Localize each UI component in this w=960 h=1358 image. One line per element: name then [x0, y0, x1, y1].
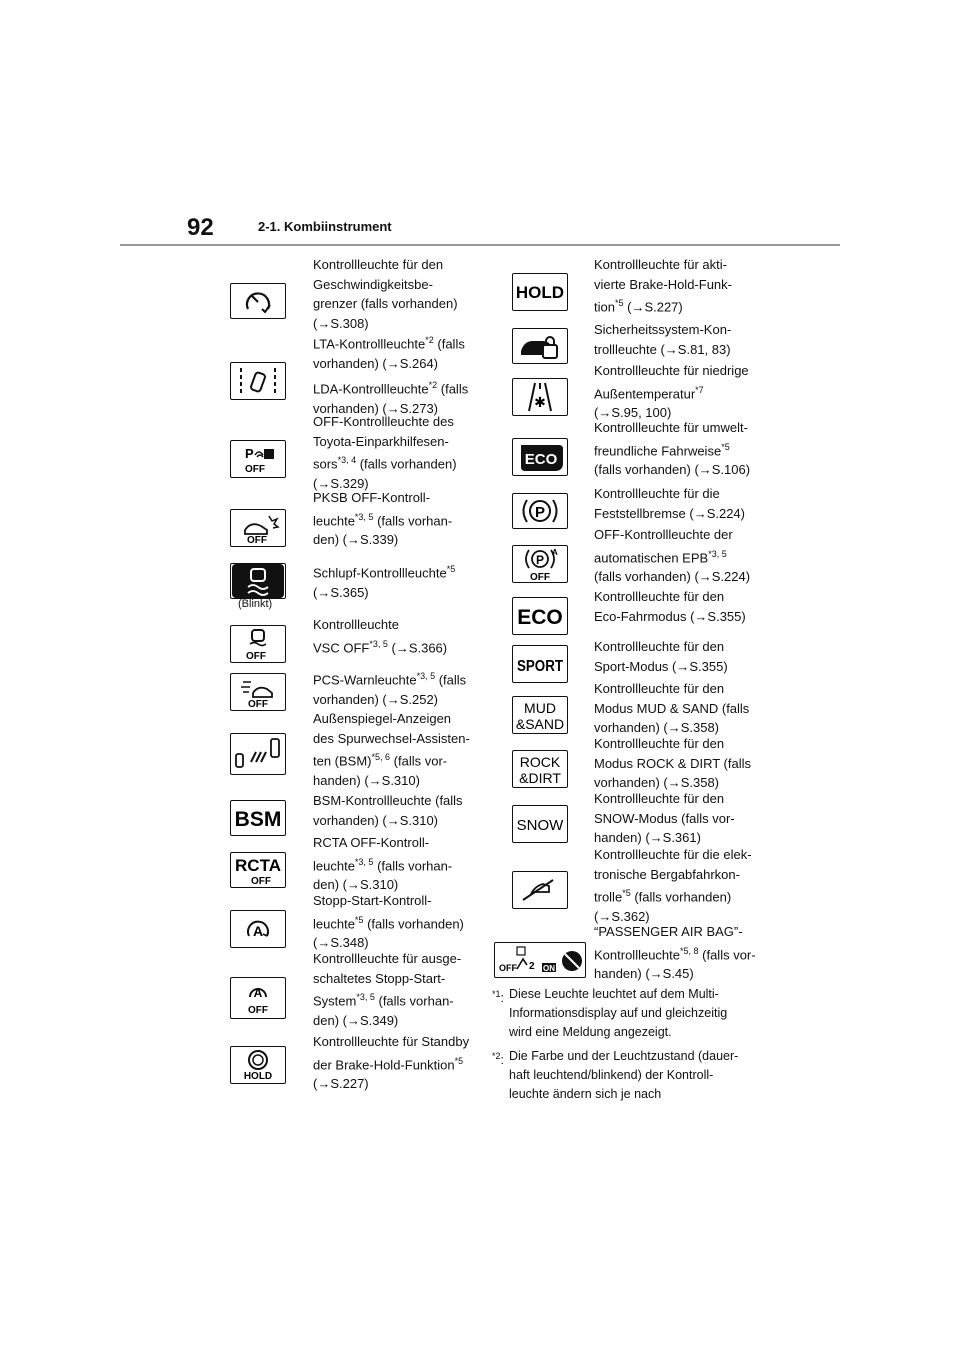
indicator-description: OFF-Kontrollleuchte des Toyota-Einparkhilfesen- sors$^{*3, 4}$ (falls vorhanden) (→S.329) — [313, 414, 457, 491]
svg-text:HOLD: HOLD — [515, 283, 565, 302]
indicator-description: BSM-Kontrollleuchte (falls vorhanden) (→S.310) — [313, 793, 463, 828]
svg-text:OFF: OFF — [499, 963, 517, 973]
indicator-description: Kontrollleuchte für den Eco-Fahrmodus (→S.355) — [594, 589, 746, 624]
footnote-text: Diese Leuchte leuchtet auf dem Multi- Informationsdisplay auf und gleichzeitig wird eine Meldung angezeigt. — [509, 987, 728, 1039]
section-title: 2-1. Kombiinstrument — [258, 219, 392, 234]
svg-text:ROCK: ROCK — [519, 754, 561, 770]
indicator-description: Kontrollleuchte für den Geschwindigkeitsbe- grenzer (falls vorhanden) (→S.308) — [313, 257, 458, 331]
indicator-description: Kontrollleuchte für den Sport-Modus (→S.355) — [594, 639, 728, 674]
mud-sand-icon — [512, 696, 568, 734]
footnote-text: Die Farbe und der Leuchtzustand (dauer- haft leuchtend/blinkend) der Kontroll- leuchte ändern sich je nach — [509, 1049, 739, 1101]
hold-icon — [512, 273, 568, 311]
svg-text:SPORT: SPORT — [517, 658, 564, 675]
svg-text:OFF: OFF — [251, 876, 271, 887]
bsm-icon — [230, 800, 286, 836]
parking-sensor-off-icon — [230, 440, 286, 478]
indicator-description: PCS-Warnleuchte$^{*3, 5}$ (falls vorhanden) (→S.252) — [313, 671, 467, 707]
indicator-description: Kontrollleuchte für akti- vierte Brake-Hold-Funk- tion$^{*5}$ (→S.227) — [594, 257, 732, 315]
bsm-mirror-icon — [230, 733, 286, 775]
footnote-marker: $^{*2}$: — [492, 1051, 504, 1068]
svg-text:A: A — [253, 986, 263, 1000]
svg-text:OFF: OFF — [246, 651, 266, 662]
indicator-description: Kontrollleuchte für die Feststellbremse (→S.224) — [594, 486, 745, 521]
indicator-description: Kontrollleuchte für die elek- tronische Bergabfahrkon- trolle$^{*5}$ (falls vorhanden) (→S.362) — [594, 847, 752, 924]
indicator-description: “PASSENGER AIR BAG”- Kontrollleuchte$^{*5, 8}$ (falls vor- handen) (→S.45) — [594, 924, 756, 982]
brake-hold-standby-icon — [230, 1046, 286, 1084]
stop-start-icon — [230, 910, 286, 948]
slip-icon — [230, 563, 286, 599]
rock-dirt-icon — [512, 750, 568, 788]
low-temp-icon — [512, 378, 568, 416]
svg-text:MUD: MUD — [524, 700, 556, 716]
svg-text:A: A — [252, 923, 264, 939]
svg-text:RCTA: RCTA — [235, 856, 281, 875]
svg-text:OFF: OFF — [248, 1005, 268, 1016]
svg-text:ECO: ECO — [517, 606, 563, 629]
security-icon — [512, 328, 568, 364]
indicator-description: Kontrollleuchte VSC OFF$^{*3, 5}$ (→S.366) — [313, 617, 448, 655]
svg-text:ECO: ECO — [524, 451, 558, 468]
speed-limiter-icon — [230, 283, 286, 319]
indicator-description: Kontrollleuchte für umwelt- freundliche Fahrweise$^{*5}$ (falls vorhanden) (→S.106) — [594, 420, 751, 478]
svg-text:&SAND: &SAND — [515, 716, 565, 732]
svg-text:OFF: OFF — [530, 572, 550, 582]
eco-drive-icon — [512, 438, 568, 476]
svg-text:2: 2 — [529, 961, 535, 972]
downhill-assist-icon — [512, 871, 568, 909]
pksb-off-icon — [230, 509, 286, 547]
svg-text:OFF: OFF — [245, 464, 265, 475]
svg-text:✱: ✱ — [534, 395, 546, 411]
stop-start-off-icon — [230, 977, 286, 1019]
indicator-description: Kontrollleuchte für den SNOW-Modus (falls vor- handen) (→S.361) — [594, 791, 735, 845]
indicator-description: RCTA OFF-Kontroll- leuchte$^{*3, 5}$ (falls vorhan- den) (→S.310) — [313, 835, 453, 893]
passenger-airbag-icon — [494, 942, 586, 978]
snow-icon — [512, 805, 568, 843]
vsc-off-icon — [230, 625, 286, 663]
svg-text:HOLD: HOLD — [243, 1071, 273, 1082]
svg-text:A: A — [552, 548, 558, 557]
svg-text:ON: ON — [543, 964, 555, 973]
indicator-description: Stopp-Start-Kontroll- leuchte$^{*5}$ (falls vorhanden) (→S.348) — [313, 893, 464, 951]
svg-text:BSM: BSM — [234, 808, 282, 831]
footnote-marker: $^{*1}$: — [492, 989, 504, 1006]
indicator-description: Sicherheitssystem-Kon- trollleuchte (→S.81, 83) — [594, 322, 732, 357]
indicator-description: Kontrollleuchte für Standby der Brake-Hold-Funktion$^{*5}$ (→S.227) — [313, 1034, 470, 1092]
svg-text:P: P — [535, 553, 545, 567]
eco-mode-icon — [512, 597, 568, 635]
indicator-description: LTA-Kontrollleuchte$^{*2}$ (falls vorhanden) (→S.264) — [313, 335, 465, 371]
page-number: 92 — [187, 214, 214, 241]
svg-text:SNOW: SNOW — [516, 817, 564, 834]
svg-text:P: P — [534, 504, 546, 521]
indicator-description: Kontrollleuchte für ausge- schaltetes Stopp-Start- System$^{*3, 5}$ (falls vorhan- den) (→S.349) — [313, 951, 462, 1028]
icon-caption: (Blinkt) — [238, 598, 273, 610]
lta-icon — [230, 362, 286, 400]
indicator-description: Außenspiegel-Anzeigen des Spurwechsel-Assisten- ten (BSM)$^{*5, 6}$ (falls vor- handen) (→S.310) — [313, 711, 470, 788]
indicator-description: Kontrollleuchte für den Modus ROCK & DIRT (falls vorhanden) (→S.358) — [594, 736, 752, 790]
svg-text:&DIRT: &DIRT — [519, 770, 561, 786]
indicator-description: OFF-Kontrollleuchte der automatischen EPB$^{*3, 5}$ (falls vorhanden) (→S.224) — [594, 527, 751, 585]
header-rule — [120, 244, 840, 246]
rcta-off-icon — [230, 852, 286, 888]
indicator-description: Schlupf-Kontrollleuchte$^{*5}$ (→S.365) — [313, 564, 456, 600]
indicator-description: Kontrollleuchte für den Modus MUD & SAND (falls vorhanden) (→S.358) — [594, 681, 750, 735]
indicator-description: PKSB OFF-Kontroll- leuchte$^{*3, 5}$ (falls vorhan- den) (→S.339) — [313, 490, 453, 548]
svg-text:P: P — [245, 446, 254, 461]
svg-text:OFF: OFF — [247, 535, 267, 546]
sport-mode-icon — [512, 645, 568, 683]
parking-brake-icon — [512, 493, 568, 529]
indicator-description: LDA-Kontrollleuchte$^{*2}$ (falls vorhanden) (→S.273) — [313, 380, 469, 416]
auto-epb-off-icon — [512, 545, 568, 583]
pcs-warning-icon — [230, 673, 286, 711]
indicator-description: Kontrollleuchte für niedrige Außentemperatur$^{*7}$ (→S.95, 100) — [594, 363, 749, 421]
svg-text:OFF: OFF — [248, 699, 268, 710]
